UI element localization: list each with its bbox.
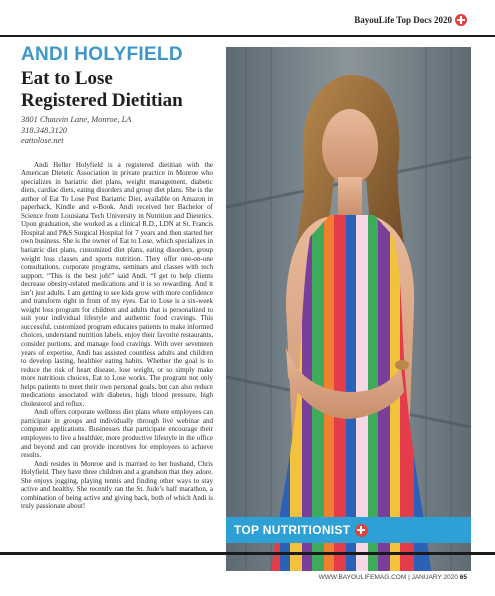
section-title: BayouLife Top Docs 2020 bbox=[354, 15, 452, 25]
specialty: Registered Dietitian bbox=[21, 90, 183, 111]
footer-site[interactable]: WWW.BAYOULIFEMAG.COM bbox=[318, 574, 407, 581]
profile-column bbox=[21, 44, 213, 511]
section-header bbox=[354, 14, 467, 26]
article-paragraph: Andi offers corporate wellness diet plans where employees can participate in groups and individually through live webinar and computer applications. Businesses that participate encourage their employees to live a healthier, more productive lifestyle in the office and beyond and can provide incentives for employees to achieve results. bbox=[21, 408, 213, 460]
top-divider bbox=[0, 35, 495, 37]
footer-separator: | bbox=[408, 574, 410, 581]
doctor-name: ANDI HOLYFIELD bbox=[21, 44, 183, 65]
bottom-divider bbox=[0, 552, 495, 555]
article-paragraph: Andi resides in Monroe and is married to her husband, Chris Holyfield. They have three children and a grandson that they adore. She enjoys jogging, playing tennis and finding other ways to stay active and healthy. She recently ran the St. Jude’s half marathon, a combination of being active and giving back, both of which Andi is truly passionate about! bbox=[21, 459, 213, 511]
phone: 318.348.3120 bbox=[21, 125, 68, 135]
caption-bar bbox=[226, 517, 471, 543]
medical-cross-icon bbox=[455, 14, 467, 26]
medical-cross-icon bbox=[355, 524, 368, 537]
footer-issue: JANUARY 2020 bbox=[411, 574, 458, 581]
caption-label: TOP NUTRITIONIST bbox=[234, 523, 351, 537]
article-paragraph: Andi Heller Holyfield is a registered dietitian with the American Dietetic Association in private practice in Monroe who specializes in bariatric diet plans, weight management, diabetic diets, cardiac diets, eating disorders and group diet plans. She is the author of Eat To Lose Post Bariatric Diet, available on Amazon in paperback, Kindle and e-Book. Andi received her Bachelor of Science from Louisiana Tech University in Nutrition and Dietetics. Upon graduation, she worked as a clinical R.D., LDN at St. Francis Hospital and P&S Surgical Hospital for 7 years and then started her own business. She is the owner of Eat to Lose, which specializes in bariatric diet plans, customized diet plans, eating disorders, group weight loss classes and sports nutrition. They offer one-on-one consultations, corporate programs, seminars and classes with tech support. “This is the best job!” said Andi. “I get to help clients decrease obesity-related medications and it is so rewarding. And it isn’t just adults. I am getting to see kids grow with more confidence and transform right in front of my eyes. Eat to Lose is a six-week weight loss program for children and adults that is personalized to suit your individual lifestyle and authentic food cravings. This successful, customized program educates patients to make informed choices, understand nutrition labels, enjoy their favorite restaurants, consider portions, and manage food cravings. With over seventeen years of expertise, Andi has assisted countless adults and children to develop lasting, healthier eating habits. Whether the goal is to reduce the risk of heart disease, lose weight, or so simply make more nutritious choices, Eat to Lose works. The program not only helps patients to meet their own personal goals, but can also reduce medications associated with diabetes, high blood pressure, high cholesterol and reflux. bbox=[21, 160, 213, 408]
page-footer bbox=[319, 574, 467, 581]
address: 3801 Chauvin Lane, Monroe, LA bbox=[21, 115, 132, 124]
portrait-illustration bbox=[226, 47, 471, 571]
article-body bbox=[21, 161, 213, 511]
portrait-photo bbox=[226, 47, 471, 571]
contact-info bbox=[21, 115, 213, 147]
page-number: 65 bbox=[459, 574, 467, 581]
business-title bbox=[21, 68, 213, 112]
business-name: Eat to Lose bbox=[21, 68, 113, 89]
website: eattolose.net bbox=[21, 136, 64, 145]
